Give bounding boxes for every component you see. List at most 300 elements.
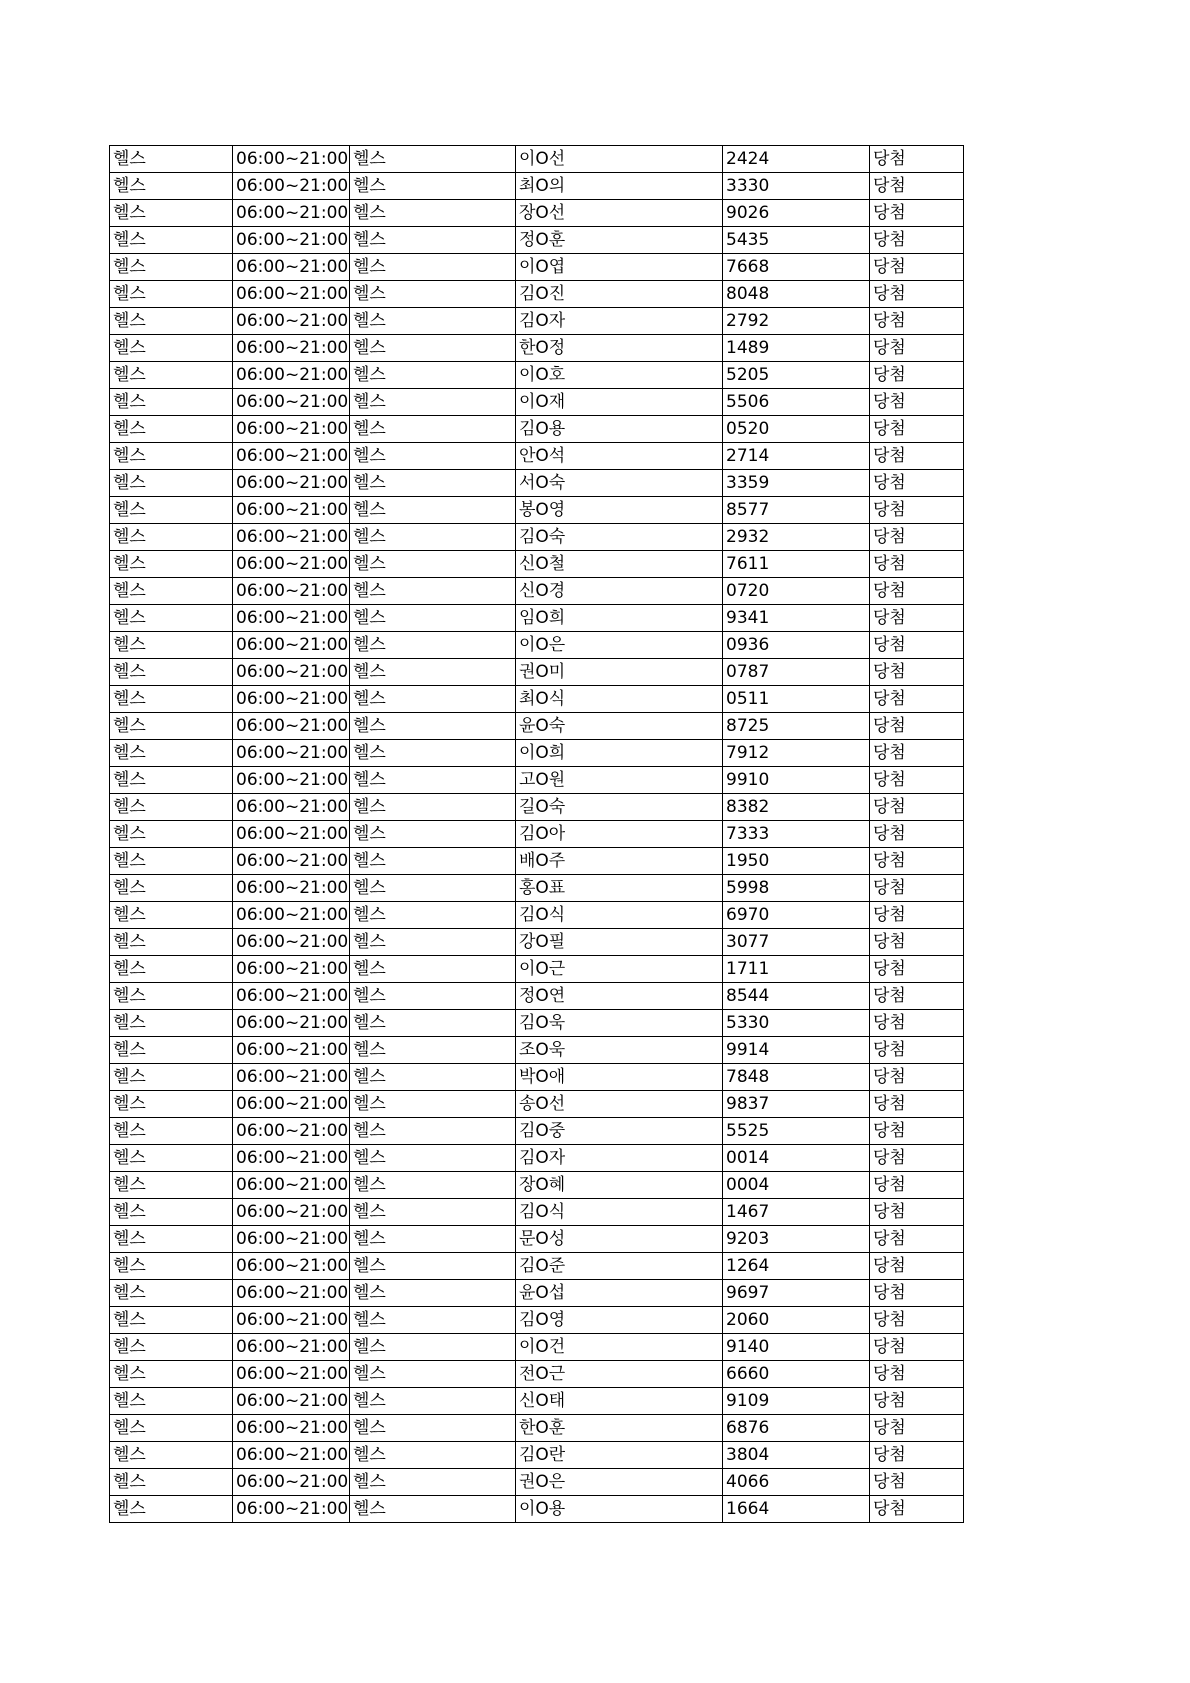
- time-slot-cell: 06:00~21:00: [233, 1199, 350, 1226]
- program-cell: 헬스: [110, 605, 233, 632]
- phone-suffix-cell: 5205: [723, 362, 870, 389]
- facility-cell: 헬스: [350, 1334, 516, 1361]
- result-cell: 당첨: [870, 929, 964, 956]
- facility-cell: 헬스: [350, 1172, 516, 1199]
- result-cell: 당첨: [870, 470, 964, 497]
- name-cell: 박O애: [516, 1064, 723, 1091]
- phone-suffix-cell: 5330: [723, 1010, 870, 1037]
- program-cell: 헬스: [110, 146, 233, 173]
- phone-suffix-cell: 2714: [723, 443, 870, 470]
- program-cell: 헬스: [110, 200, 233, 227]
- facility-cell: 헬스: [350, 416, 516, 443]
- time-slot-cell: 06:00~21:00: [233, 389, 350, 416]
- phone-suffix-cell: 1664: [723, 1496, 870, 1523]
- result-cell: 당첨: [870, 1280, 964, 1307]
- name-cell: 권O은: [516, 1469, 723, 1496]
- facility-cell: 헬스: [350, 443, 516, 470]
- time-slot-cell: 06:00~21:00: [233, 686, 350, 713]
- time-slot-cell: 06:00~21:00: [233, 1442, 350, 1469]
- program-cell: 헬스: [110, 956, 233, 983]
- time-slot-cell: 06:00~21:00: [233, 308, 350, 335]
- winners-table: [109, 145, 964, 1523]
- facility-cell: 헬스: [350, 1145, 516, 1172]
- program-cell: 헬스: [110, 713, 233, 740]
- time-slot-cell: 06:00~21:00: [233, 524, 350, 551]
- program-cell: 헬스: [110, 227, 233, 254]
- time-slot-cell: 06:00~21:00: [233, 1037, 350, 1064]
- phone-suffix-cell: 5525: [723, 1118, 870, 1145]
- table-row: [110, 362, 964, 389]
- result-cell: 당첨: [870, 281, 964, 308]
- name-cell: 안O석: [516, 443, 723, 470]
- result-cell: 당첨: [870, 767, 964, 794]
- table-row: [110, 1145, 964, 1172]
- name-cell: 이O은: [516, 632, 723, 659]
- table-row: [110, 956, 964, 983]
- program-cell: 헬스: [110, 1199, 233, 1226]
- name-cell: 이O호: [516, 362, 723, 389]
- name-cell: 강O필: [516, 929, 723, 956]
- table-row: [110, 1415, 964, 1442]
- facility-cell: 헬스: [350, 362, 516, 389]
- table-row: [110, 1091, 964, 1118]
- facility-cell: 헬스: [350, 1226, 516, 1253]
- facility-cell: 헬스: [350, 1388, 516, 1415]
- result-cell: 당첨: [870, 1361, 964, 1388]
- program-cell: 헬스: [110, 1307, 233, 1334]
- phone-suffix-cell: 0004: [723, 1172, 870, 1199]
- time-slot-cell: 06:00~21:00: [233, 956, 350, 983]
- time-slot-cell: 06:00~21:00: [233, 578, 350, 605]
- phone-suffix-cell: 2424: [723, 146, 870, 173]
- table-row: [110, 1010, 964, 1037]
- time-slot-cell: 06:00~21:00: [233, 605, 350, 632]
- program-cell: 헬스: [110, 740, 233, 767]
- time-slot-cell: 06:00~21:00: [233, 1415, 350, 1442]
- facility-cell: 헬스: [350, 848, 516, 875]
- result-cell: 당첨: [870, 1334, 964, 1361]
- result-cell: 당첨: [870, 389, 964, 416]
- table-row: [110, 1334, 964, 1361]
- facility-cell: 헬스: [350, 929, 516, 956]
- name-cell: 김O중: [516, 1118, 723, 1145]
- time-slot-cell: 06:00~21:00: [233, 1469, 350, 1496]
- table-row: [110, 686, 964, 713]
- phone-suffix-cell: 5506: [723, 389, 870, 416]
- program-cell: 헬스: [110, 1118, 233, 1145]
- program-cell: 헬스: [110, 470, 233, 497]
- time-slot-cell: 06:00~21:00: [233, 929, 350, 956]
- name-cell: 김O식: [516, 902, 723, 929]
- facility-cell: 헬스: [350, 1064, 516, 1091]
- table-row: [110, 983, 964, 1010]
- phone-suffix-cell: 9140: [723, 1334, 870, 1361]
- program-cell: 헬스: [110, 1415, 233, 1442]
- result-cell: 당첨: [870, 443, 964, 470]
- program-cell: 헬스: [110, 902, 233, 929]
- time-slot-cell: 06:00~21:00: [233, 848, 350, 875]
- name-cell: 송O선: [516, 1091, 723, 1118]
- program-cell: 헬스: [110, 1442, 233, 1469]
- result-cell: 당첨: [870, 1118, 964, 1145]
- name-cell: 이O엽: [516, 254, 723, 281]
- name-cell: 배O주: [516, 848, 723, 875]
- phone-suffix-cell: 3330: [723, 173, 870, 200]
- facility-cell: 헬스: [350, 470, 516, 497]
- name-cell: 윤O숙: [516, 713, 723, 740]
- phone-suffix-cell: 9026: [723, 200, 870, 227]
- phone-suffix-cell: 6876: [723, 1415, 870, 1442]
- program-cell: 헬스: [110, 686, 233, 713]
- phone-suffix-cell: 7848: [723, 1064, 870, 1091]
- result-cell: 당첨: [870, 227, 964, 254]
- name-cell: 전O근: [516, 1361, 723, 1388]
- facility-cell: 헬스: [350, 524, 516, 551]
- phone-suffix-cell: 9109: [723, 1388, 870, 1415]
- phone-suffix-cell: 6660: [723, 1361, 870, 1388]
- name-cell: 장O혜: [516, 1172, 723, 1199]
- program-cell: 헬스: [110, 443, 233, 470]
- table-row: [110, 605, 964, 632]
- program-cell: 헬스: [110, 1253, 233, 1280]
- time-slot-cell: 06:00~21:00: [233, 335, 350, 362]
- result-cell: 당첨: [870, 848, 964, 875]
- table-row: [110, 632, 964, 659]
- facility-cell: 헬스: [350, 713, 516, 740]
- phone-suffix-cell: 0520: [723, 416, 870, 443]
- name-cell: 장O선: [516, 200, 723, 227]
- name-cell: 서O숙: [516, 470, 723, 497]
- table-row: [110, 1307, 964, 1334]
- program-cell: 헬스: [110, 929, 233, 956]
- table-row: [110, 713, 964, 740]
- facility-cell: 헬스: [350, 821, 516, 848]
- phone-suffix-cell: 3804: [723, 1442, 870, 1469]
- time-slot-cell: 06:00~21:00: [233, 1091, 350, 1118]
- name-cell: 신O경: [516, 578, 723, 605]
- phone-suffix-cell: 0936: [723, 632, 870, 659]
- result-cell: 당첨: [870, 1010, 964, 1037]
- result-cell: 당첨: [870, 146, 964, 173]
- table-row: [110, 470, 964, 497]
- time-slot-cell: 06:00~21:00: [233, 632, 350, 659]
- table-row: [110, 821, 964, 848]
- table-row: [110, 740, 964, 767]
- time-slot-cell: 06:00~21:00: [233, 1388, 350, 1415]
- table-row: [110, 1280, 964, 1307]
- program-cell: 헬스: [110, 767, 233, 794]
- result-cell: 당첨: [870, 1496, 964, 1523]
- name-cell: 김O자: [516, 1145, 723, 1172]
- result-cell: 당첨: [870, 632, 964, 659]
- result-cell: 당첨: [870, 524, 964, 551]
- program-cell: 헬스: [110, 1091, 233, 1118]
- name-cell: 홍O표: [516, 875, 723, 902]
- result-cell: 당첨: [870, 875, 964, 902]
- table-row: [110, 1442, 964, 1469]
- facility-cell: 헬스: [350, 956, 516, 983]
- result-cell: 당첨: [870, 335, 964, 362]
- table-row: [110, 848, 964, 875]
- name-cell: 이O근: [516, 956, 723, 983]
- table-row: [110, 524, 964, 551]
- name-cell: 김O아: [516, 821, 723, 848]
- result-cell: 당첨: [870, 659, 964, 686]
- phone-suffix-cell: 1711: [723, 956, 870, 983]
- phone-suffix-cell: 8048: [723, 281, 870, 308]
- table-row: [110, 1469, 964, 1496]
- time-slot-cell: 06:00~21:00: [233, 416, 350, 443]
- table-row: [110, 1361, 964, 1388]
- time-slot-cell: 06:00~21:00: [233, 902, 350, 929]
- program-cell: 헬스: [110, 335, 233, 362]
- table-row: [110, 929, 964, 956]
- facility-cell: 헬스: [350, 875, 516, 902]
- facility-cell: 헬스: [350, 1199, 516, 1226]
- phone-suffix-cell: 9697: [723, 1280, 870, 1307]
- table-row: [110, 875, 964, 902]
- facility-cell: 헬스: [350, 902, 516, 929]
- result-cell: 당첨: [870, 173, 964, 200]
- phone-suffix-cell: 1264: [723, 1253, 870, 1280]
- facility-cell: 헬스: [350, 1442, 516, 1469]
- table-row: [110, 497, 964, 524]
- result-cell: 당첨: [870, 1469, 964, 1496]
- phone-suffix-cell: 9910: [723, 767, 870, 794]
- name-cell: 이O재: [516, 389, 723, 416]
- time-slot-cell: 06:00~21:00: [233, 1172, 350, 1199]
- facility-cell: 헬스: [350, 983, 516, 1010]
- time-slot-cell: 06:00~21:00: [233, 1118, 350, 1145]
- time-slot-cell: 06:00~21:00: [233, 497, 350, 524]
- name-cell: 윤O섭: [516, 1280, 723, 1307]
- phone-suffix-cell: 9837: [723, 1091, 870, 1118]
- name-cell: 정O훈: [516, 227, 723, 254]
- phone-suffix-cell: 1467: [723, 1199, 870, 1226]
- facility-cell: 헬스: [350, 308, 516, 335]
- result-cell: 당첨: [870, 416, 964, 443]
- name-cell: 김O식: [516, 1199, 723, 1226]
- result-cell: 당첨: [870, 902, 964, 929]
- result-cell: 당첨: [870, 1037, 964, 1064]
- result-cell: 당첨: [870, 1388, 964, 1415]
- result-cell: 당첨: [870, 362, 964, 389]
- time-slot-cell: 06:00~21:00: [233, 983, 350, 1010]
- name-cell: 김O숙: [516, 524, 723, 551]
- program-cell: 헬스: [110, 1361, 233, 1388]
- phone-suffix-cell: 2932: [723, 524, 870, 551]
- program-cell: 헬스: [110, 1010, 233, 1037]
- time-slot-cell: 06:00~21:00: [233, 821, 350, 848]
- result-cell: 당첨: [870, 740, 964, 767]
- table-row: [110, 551, 964, 578]
- phone-suffix-cell: 0014: [723, 1145, 870, 1172]
- phone-suffix-cell: 8577: [723, 497, 870, 524]
- name-cell: 길O숙: [516, 794, 723, 821]
- facility-cell: 헬스: [350, 1253, 516, 1280]
- facility-cell: 헬스: [350, 1010, 516, 1037]
- result-cell: 당첨: [870, 956, 964, 983]
- name-cell: 한O훈: [516, 1415, 723, 1442]
- facility-cell: 헬스: [350, 1037, 516, 1064]
- phone-suffix-cell: 0720: [723, 578, 870, 605]
- table-row: [110, 200, 964, 227]
- table-row: [110, 1037, 964, 1064]
- name-cell: 이O희: [516, 740, 723, 767]
- name-cell: 김O진: [516, 281, 723, 308]
- name-cell: 이O건: [516, 1334, 723, 1361]
- name-cell: 김O준: [516, 1253, 723, 1280]
- program-cell: 헬스: [110, 794, 233, 821]
- phone-suffix-cell: 3077: [723, 929, 870, 956]
- time-slot-cell: 06:00~21:00: [233, 146, 350, 173]
- facility-cell: 헬스: [350, 605, 516, 632]
- table-row: [110, 335, 964, 362]
- table-row: [110, 146, 964, 173]
- facility-cell: 헬스: [350, 1496, 516, 1523]
- result-cell: 당첨: [870, 713, 964, 740]
- table-row: [110, 389, 964, 416]
- program-cell: 헬스: [110, 875, 233, 902]
- phone-suffix-cell: 7668: [723, 254, 870, 281]
- table-row: [110, 1226, 964, 1253]
- time-slot-cell: 06:00~21:00: [233, 740, 350, 767]
- facility-cell: 헬스: [350, 1361, 516, 1388]
- table-row: [110, 794, 964, 821]
- program-cell: 헬스: [110, 308, 233, 335]
- name-cell: 최O식: [516, 686, 723, 713]
- result-cell: 당첨: [870, 254, 964, 281]
- phone-suffix-cell: 6970: [723, 902, 870, 929]
- program-cell: 헬스: [110, 254, 233, 281]
- phone-suffix-cell: 7333: [723, 821, 870, 848]
- program-cell: 헬스: [110, 1172, 233, 1199]
- time-slot-cell: 06:00~21:00: [233, 470, 350, 497]
- name-cell: 김O영: [516, 1307, 723, 1334]
- facility-cell: 헬스: [350, 1469, 516, 1496]
- facility-cell: 헬스: [350, 794, 516, 821]
- name-cell: 김O용: [516, 416, 723, 443]
- result-cell: 당첨: [870, 1145, 964, 1172]
- phone-suffix-cell: 7912: [723, 740, 870, 767]
- result-cell: 당첨: [870, 551, 964, 578]
- time-slot-cell: 06:00~21:00: [233, 254, 350, 281]
- table-row: [110, 254, 964, 281]
- name-cell: 이O선: [516, 146, 723, 173]
- table-row: [110, 1199, 964, 1226]
- facility-cell: 헬스: [350, 497, 516, 524]
- program-cell: 헬스: [110, 1280, 233, 1307]
- program-cell: 헬스: [110, 1334, 233, 1361]
- time-slot-cell: 06:00~21:00: [233, 1145, 350, 1172]
- time-slot-cell: 06:00~21:00: [233, 227, 350, 254]
- name-cell: 문O성: [516, 1226, 723, 1253]
- facility-cell: 헬스: [350, 254, 516, 281]
- program-cell: 헬스: [110, 389, 233, 416]
- time-slot-cell: 06:00~21:00: [233, 1361, 350, 1388]
- phone-suffix-cell: 9341: [723, 605, 870, 632]
- name-cell: 한O정: [516, 335, 723, 362]
- facility-cell: 헬스: [350, 767, 516, 794]
- time-slot-cell: 06:00~21:00: [233, 1226, 350, 1253]
- name-cell: 신O태: [516, 1388, 723, 1415]
- facility-cell: 헬스: [350, 1415, 516, 1442]
- facility-cell: 헬스: [350, 578, 516, 605]
- program-cell: 헬스: [110, 362, 233, 389]
- program-cell: 헬스: [110, 173, 233, 200]
- facility-cell: 헬스: [350, 335, 516, 362]
- time-slot-cell: 06:00~21:00: [233, 551, 350, 578]
- program-cell: 헬스: [110, 281, 233, 308]
- result-cell: 당첨: [870, 497, 964, 524]
- result-cell: 당첨: [870, 1199, 964, 1226]
- table-row: [110, 281, 964, 308]
- facility-cell: 헬스: [350, 659, 516, 686]
- facility-cell: 헬스: [350, 1307, 516, 1334]
- name-cell: 김O란: [516, 1442, 723, 1469]
- name-cell: 최O의: [516, 173, 723, 200]
- program-cell: 헬스: [110, 1388, 233, 1415]
- facility-cell: 헬스: [350, 227, 516, 254]
- phone-suffix-cell: 5998: [723, 875, 870, 902]
- facility-cell: 헬스: [350, 1280, 516, 1307]
- name-cell: 조O욱: [516, 1037, 723, 1064]
- time-slot-cell: 06:00~21:00: [233, 443, 350, 470]
- result-cell: 당첨: [870, 578, 964, 605]
- phone-suffix-cell: 8544: [723, 983, 870, 1010]
- facility-cell: 헬스: [350, 281, 516, 308]
- facility-cell: 헬스: [350, 146, 516, 173]
- time-slot-cell: 06:00~21:00: [233, 713, 350, 740]
- phone-suffix-cell: 2792: [723, 308, 870, 335]
- time-slot-cell: 06:00~21:00: [233, 281, 350, 308]
- result-cell: 당첨: [870, 1253, 964, 1280]
- phone-suffix-cell: 3359: [723, 470, 870, 497]
- program-cell: 헬스: [110, 848, 233, 875]
- table-row: [110, 227, 964, 254]
- winners-table-body: [110, 146, 964, 1523]
- table-row: [110, 1388, 964, 1415]
- table-row: [110, 1172, 964, 1199]
- program-cell: 헬스: [110, 524, 233, 551]
- table-row: [110, 308, 964, 335]
- program-cell: 헬스: [110, 1064, 233, 1091]
- time-slot-cell: 06:00~21:00: [233, 767, 350, 794]
- program-cell: 헬스: [110, 416, 233, 443]
- time-slot-cell: 06:00~21:00: [233, 1280, 350, 1307]
- time-slot-cell: 06:00~21:00: [233, 659, 350, 686]
- result-cell: 당첨: [870, 983, 964, 1010]
- table-row: [110, 1496, 964, 1523]
- table-row: [110, 1064, 964, 1091]
- table-row: [110, 767, 964, 794]
- time-slot-cell: 06:00~21:00: [233, 1496, 350, 1523]
- facility-cell: 헬스: [350, 740, 516, 767]
- time-slot-cell: 06:00~21:00: [233, 362, 350, 389]
- program-cell: 헬스: [110, 1496, 233, 1523]
- result-cell: 당첨: [870, 1307, 964, 1334]
- facility-cell: 헬스: [350, 632, 516, 659]
- facility-cell: 헬스: [350, 686, 516, 713]
- program-cell: 헬스: [110, 821, 233, 848]
- table-row: [110, 416, 964, 443]
- program-cell: 헬스: [110, 632, 233, 659]
- name-cell: 김O자: [516, 308, 723, 335]
- phone-suffix-cell: 5435: [723, 227, 870, 254]
- program-cell: 헬스: [110, 1469, 233, 1496]
- table-row: [110, 659, 964, 686]
- facility-cell: 헬스: [350, 1118, 516, 1145]
